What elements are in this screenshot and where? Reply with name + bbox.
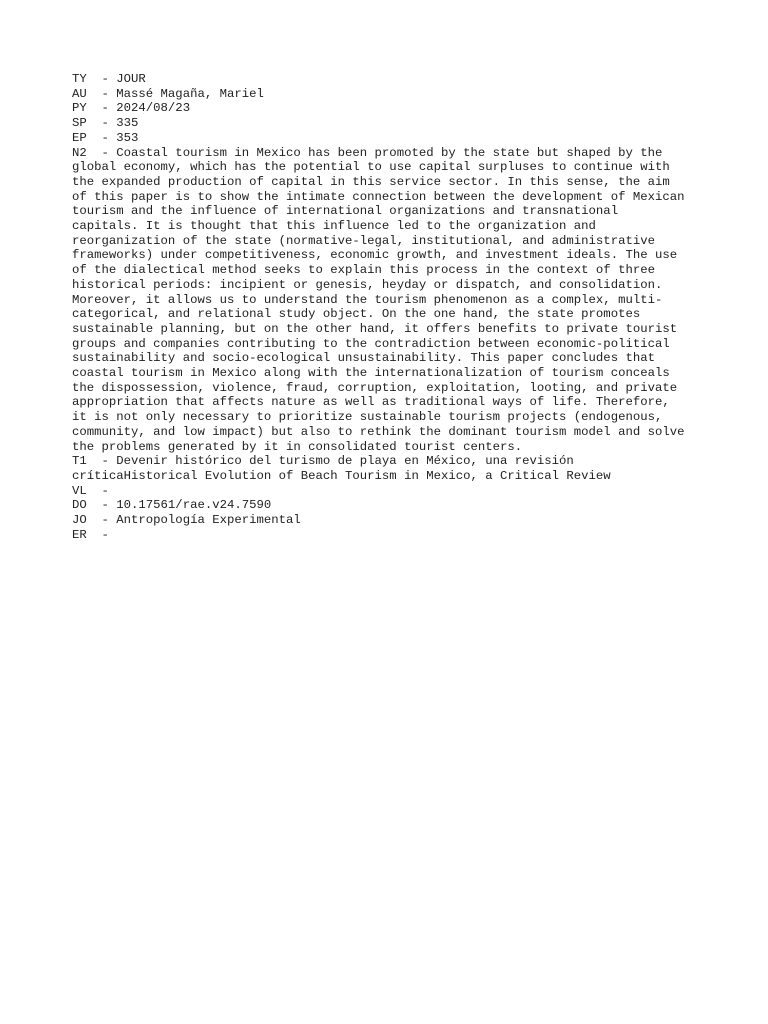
document-line: ER - <box>72 527 109 542</box>
document-line: the dispossession, violence, fraud, corruption, exploitation, looting, and private <box>72 380 678 395</box>
document-line: críticaHistorical Evolution of Beach Tourism in Mexico, a Critical Review <box>72 468 611 483</box>
document-line: it is not only necessary to prioritize sustainable tourism projects (endogenous, <box>72 410 663 425</box>
document-line: the expanded production of capital in this service sector. In this sense, the aim <box>72 174 670 189</box>
document-line: of the dialectical method seeks to explain this process in the context of three <box>72 263 655 278</box>
document-line: categorical, and relational study object. On the one hand, the state promotes <box>72 307 641 322</box>
document-line: capitals. It is thought that this influence led to the organization and <box>72 219 596 234</box>
document-line: frameworks) under competitiveness, economic growth, and investment ideals. The use <box>72 248 678 263</box>
document-line: sustainability and socio-ecological unsustainability. This paper concludes that <box>72 351 655 366</box>
document-line: tourism and the influence of international organizations and transnational <box>72 204 619 219</box>
document-line: global economy, which has the potential to use capital surpluses to continue with <box>72 160 670 175</box>
document-line: of this paper is to show the intimate connection between the development of Mexican <box>72 189 685 204</box>
document-line: the problems generated by it in consolidated tourist centers. <box>72 439 523 454</box>
document-line: AU - Massé Magaña, Mariel <box>72 86 264 101</box>
document-line: JO - Antropología Experimental <box>72 513 301 528</box>
ris-citation-text <box>72 72 712 543</box>
document-line: appropriation that affects nature as well as traditional ways of life. Therefore, <box>72 395 670 410</box>
document-line: Moreover, it allows us to understand the tourism phenomenon as a complex, multi- <box>72 292 663 307</box>
document-line: SP - 335 <box>72 116 139 131</box>
document-line: coastal tourism in Mexico along with the internationalization of tourism conceals <box>72 366 670 381</box>
document-line: DO - 10.17561/rae.v24.7590 <box>72 498 272 513</box>
document-line: historical periods: incipient or genesis, heyday or dispatch, and consolidation. <box>72 277 663 292</box>
document-page <box>72 72 712 543</box>
document-line: N2 - Coastal tourism in Mexico has been promoted by the state but shaped by the <box>72 145 663 160</box>
document-line: TY - JOUR <box>72 72 146 86</box>
document-line: VL - <box>72 483 109 498</box>
document-line: T1 - Devenir histórico del turismo de playa en México, una revisión <box>72 454 574 469</box>
document-line: sustainable planning, but on the other hand, it offers benefits to private tourist <box>72 321 678 336</box>
document-line: PY - 2024/08/23 <box>72 101 191 116</box>
document-line: community, and low impact) but also to rethink the dominant tourism model and solve <box>72 424 685 439</box>
document-line: reorganization of the state (normative-legal, institutional, and administrative <box>72 233 655 248</box>
document-line: groups and companies contributing to the contradiction between economic-political <box>72 336 670 351</box>
document-line: EP - 353 <box>72 130 139 145</box>
